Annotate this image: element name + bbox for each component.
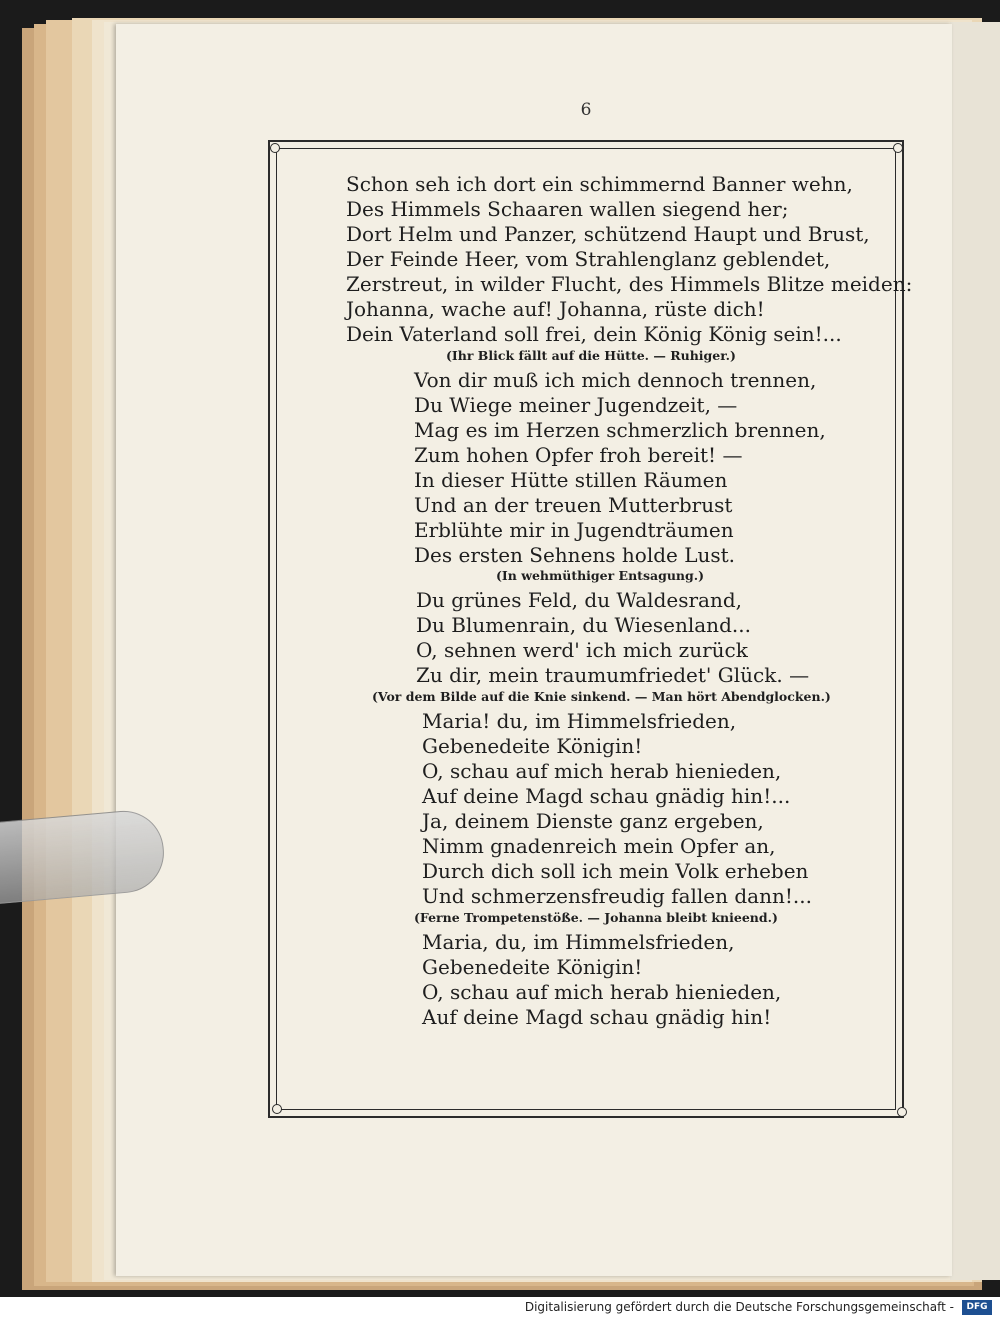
verse-line: Durch dich soll ich mein Volk erheben xyxy=(422,859,809,883)
verse-line: Und schmerzensfreudig fallen dann!... xyxy=(422,884,812,908)
verse-line: O, schau auf mich herab hienieden, xyxy=(422,980,782,1004)
verse-line: In dieser Hütte stillen Räumen xyxy=(414,468,728,492)
verse-line: Ja, deinem Dienste ganz ergeben, xyxy=(422,809,764,833)
verse-line: Du Blumenrain, du Wiesenland... xyxy=(416,613,751,637)
verse-line: Maria, du, im Himmelsfrieden, xyxy=(422,930,735,954)
verse-line: Des Himmels Schaaren wallen siegend her; xyxy=(346,197,789,221)
verse-line: Der Feinde Heer, vom Strahlenglanz geblendet, xyxy=(346,247,831,271)
verse-line: Dort Helm und Panzer, schützend Haupt und Brust, xyxy=(346,222,870,246)
dfg-logo-icon[interactable]: DFG xyxy=(962,1300,992,1315)
stage-direction: (Vor dem Bilde auf die Knie sinkend. — Man hört Abendglocken.) xyxy=(372,689,831,704)
verse-line: Johanna, wache auf! Johanna, rüste dich! xyxy=(346,297,765,321)
verse-line: Gebenedeite Königin! xyxy=(422,955,643,979)
verse-line: Zum hohen Opfer froh bereit! — xyxy=(414,443,743,467)
stage-direction: (Ihr Blick fällt auf die Hütte. — Ruhiger.) xyxy=(446,348,736,363)
verse-line: Schon seh ich dort ein schimmernd Banner wehn, xyxy=(346,172,853,196)
stage-direction: (Ferne Trompetenstöße. — Johanna bleibt knieend.) xyxy=(414,910,778,925)
stage-direction: (In wehmüthiger Entsagung.) xyxy=(496,568,705,583)
verse-line: Auf deine Magd schau gnädig hin! xyxy=(422,1005,772,1029)
facing-page-edge xyxy=(950,22,1000,1280)
verse-line: Du grünes Feld, du Waldesrand, xyxy=(416,588,742,612)
verse-line: Erblühte mir in Jugendträumen xyxy=(414,518,734,542)
frame-corner-ornament xyxy=(270,143,280,153)
verse-line: O, sehnen werd' ich mich zurück xyxy=(416,638,748,662)
page-number: 6 xyxy=(580,100,592,120)
verse-line: Gebenedeite Königin! xyxy=(422,734,643,758)
verse-line: Zerstreut, in wilder Flucht, des Himmels Blitze meiden: xyxy=(346,272,913,296)
verse-line: Dein Vaterland soll frei, dein König König sein!... xyxy=(346,322,842,346)
verse-line: Maria! du, im Himmelsfrieden, xyxy=(422,709,737,733)
verse-line: Des ersten Sehnens holde Lust. xyxy=(414,543,736,567)
frame-corner-ornament xyxy=(272,1104,282,1114)
verse-line: Zu dir, mein traumumfriedet' Glück. — xyxy=(416,663,810,687)
verse-line: O, schau auf mich herab hienieden, xyxy=(422,759,782,783)
verse-line: Auf deine Magd schau gnädig hin!... xyxy=(422,784,791,808)
verse-line: Und an der treuen Mutterbrust xyxy=(414,493,733,517)
verse-line: Nimm gnadenreich mein Opfer an, xyxy=(422,834,776,858)
funding-credit: Digitalisierung gefördert durch die Deutsche Forschungsgemeinschaft - xyxy=(524,1300,954,1314)
frame-corner-ornament xyxy=(897,1107,907,1117)
verse-line: Du Wiege meiner Jugendzeit, — xyxy=(414,393,738,417)
verse-line: Von dir muß ich mich dennoch trennen, xyxy=(414,368,817,392)
verse-line: Mag es im Herzen schmerzlich brennen, xyxy=(414,418,826,442)
frame-corner-ornament xyxy=(893,143,903,153)
